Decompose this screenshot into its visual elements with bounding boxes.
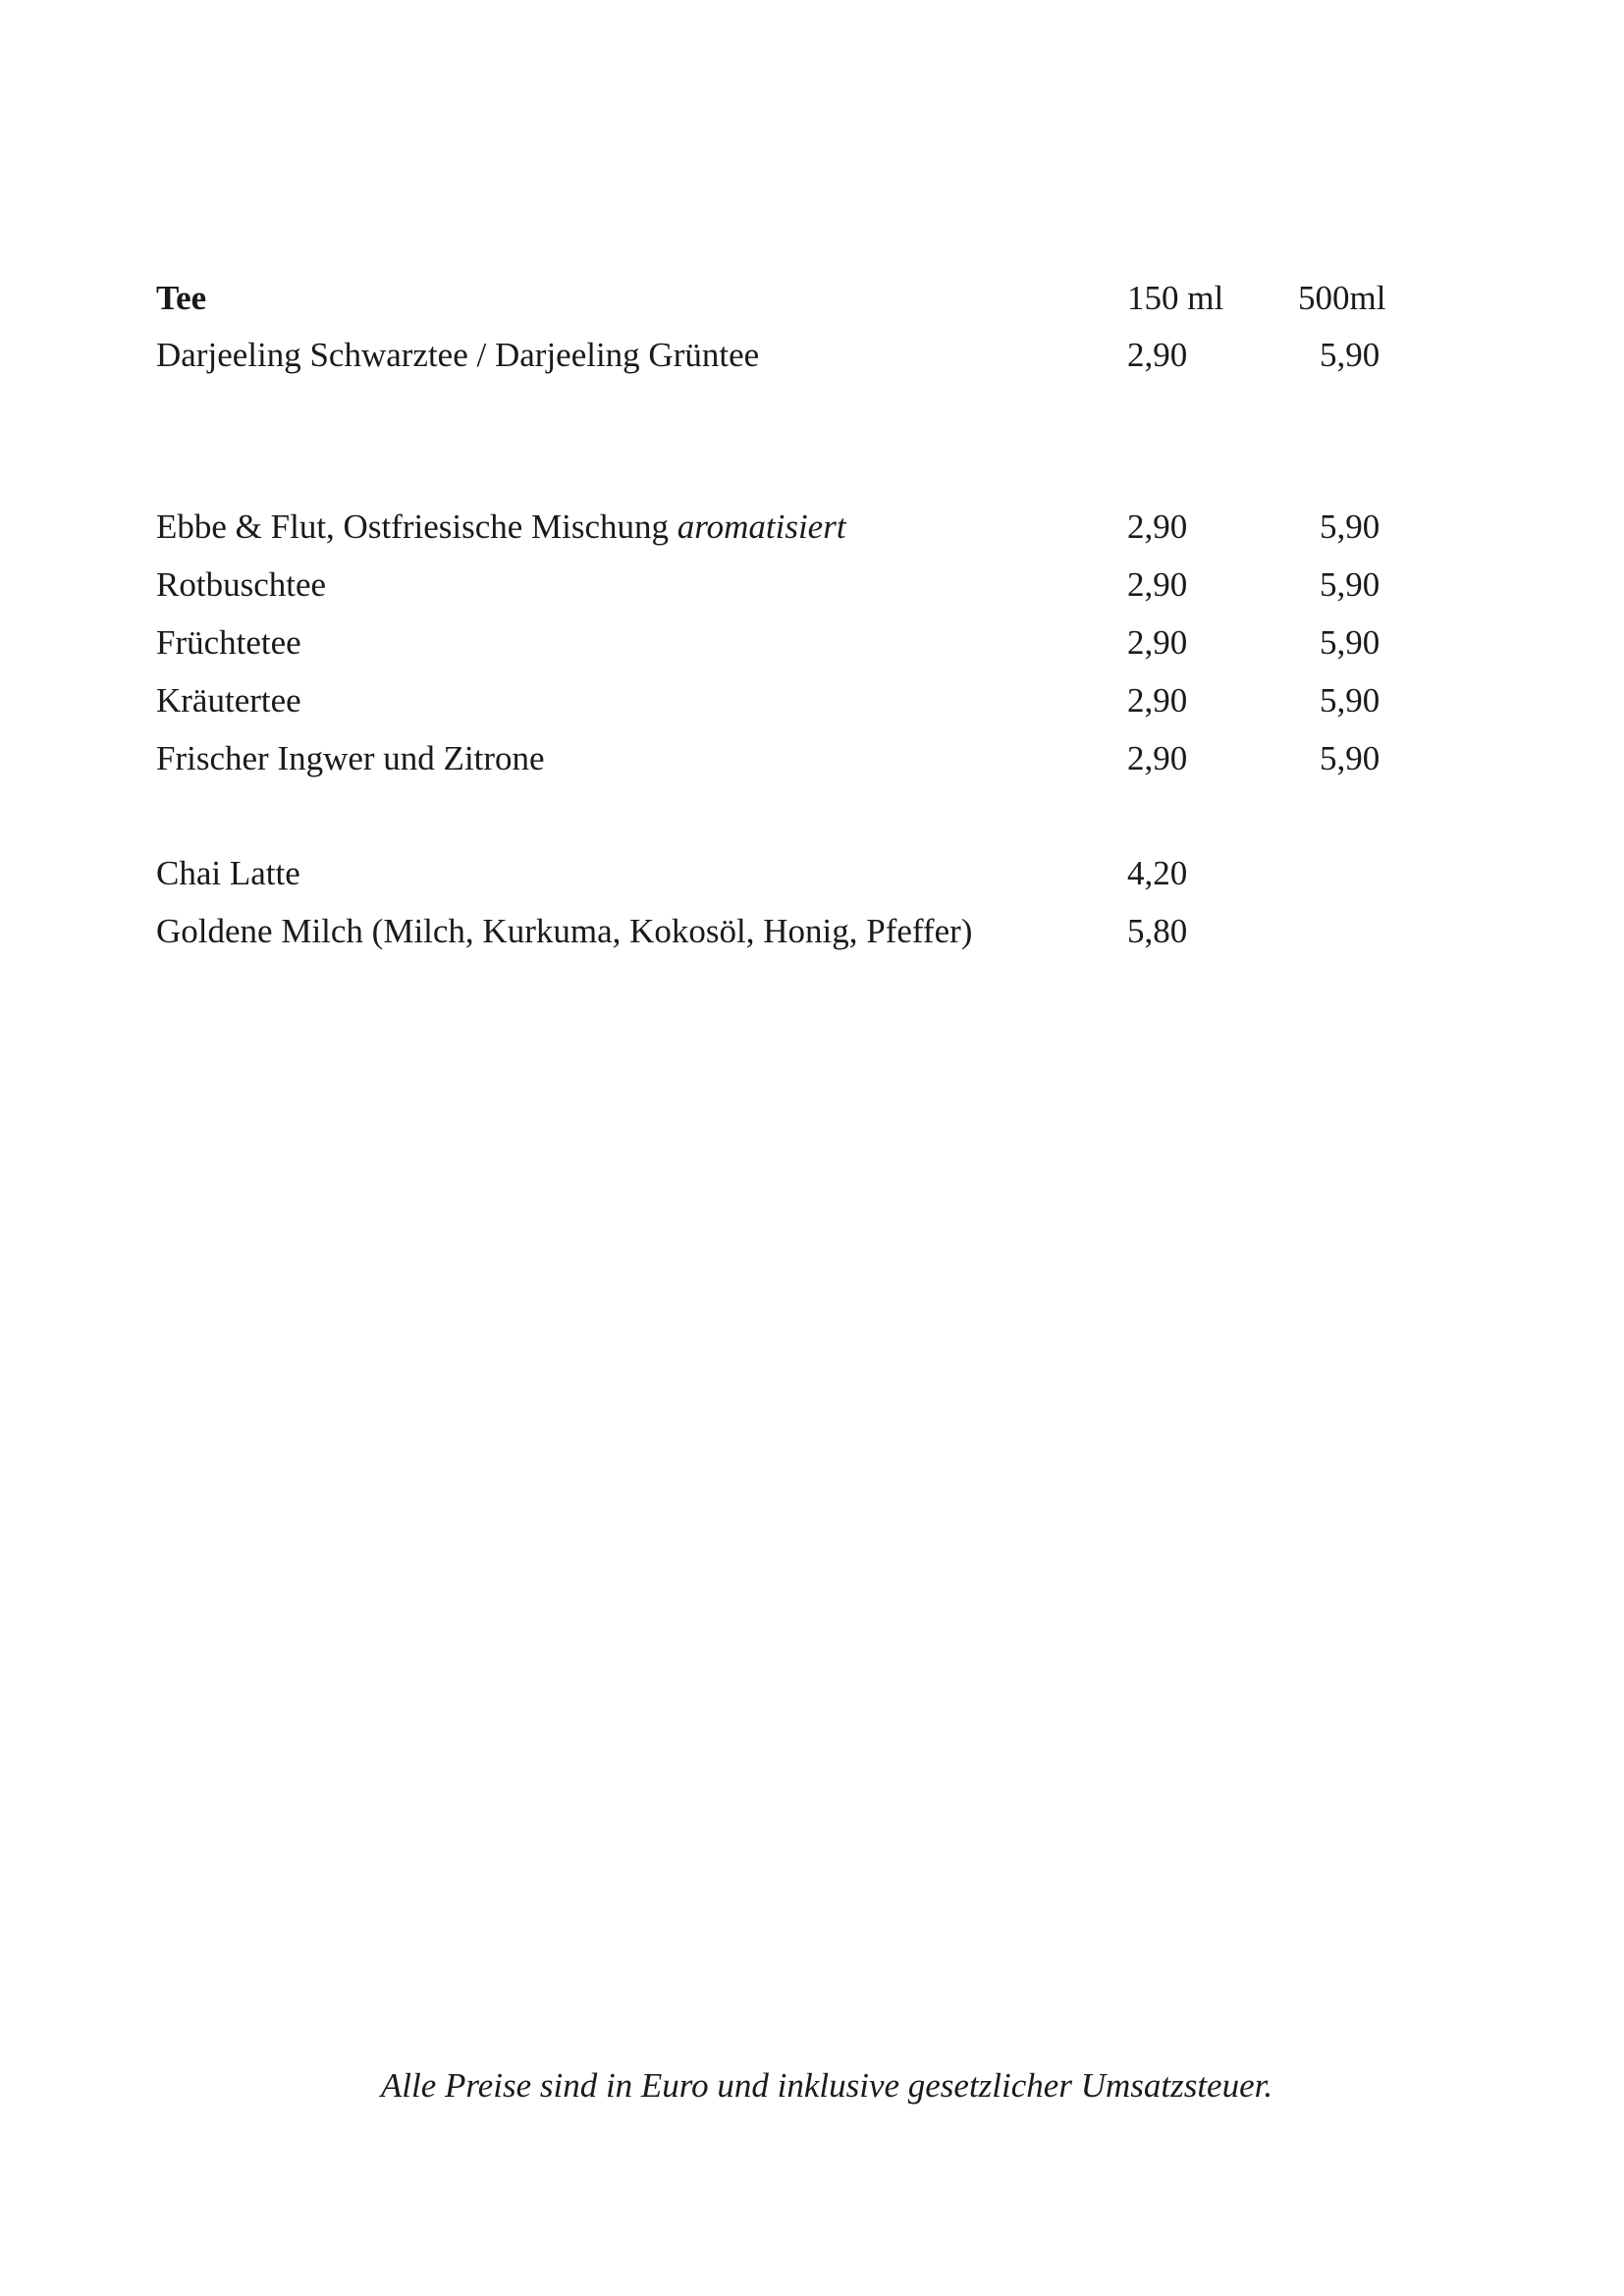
footer-text: Alle Preise sind in Euro und inklusive gesetzlicher Umsatzsteuer. [380,2066,1273,2105]
item-name: Chai Latte [156,854,300,892]
section-title: Tee [156,279,207,317]
price-note-footer [0,2061,1624,2110]
item-name: Früchtetee [156,623,301,662]
price-150ml: 2,90 [1127,623,1188,662]
price-500ml: 5,90 [1320,565,1380,604]
price-150ml: 2,90 [1127,565,1188,604]
item-name: Kräutertee [156,681,301,720]
item-name: Frischer Ingwer und Zitrone [156,739,545,777]
menu-item [156,502,1433,553]
item-name: Darjeeling Schwarztee / Darjeeling Grüntee [156,336,760,374]
menu-item [156,675,1433,726]
price-500ml: 5,90 [1320,623,1380,662]
price-500ml: 5,90 [1320,507,1380,546]
item-name [156,502,846,553]
menu-item [156,330,1433,381]
menu-item [156,906,1433,957]
menu-item [156,560,1433,611]
item-name: Rotbuschtee [156,565,327,604]
menu-item [156,733,1433,784]
menu-header [156,273,1433,324]
item-name: Goldene Milch (Milch, Kurkuma, Kokosöl, Honig, Pfeffer) [156,912,973,950]
price-150ml: 2,90 [1127,336,1188,374]
price-500ml: 5,90 [1320,739,1380,777]
column-header-150ml: 150 ml [1127,279,1224,317]
price-150ml: 2,90 [1127,681,1188,720]
column-header-500ml: 500ml [1298,279,1386,317]
price-150ml: 2,90 [1127,739,1188,777]
price-150ml: 5,80 [1127,912,1188,950]
item-note: aromatisiert [677,507,846,546]
price-150ml: 2,90 [1127,507,1188,546]
price-150ml: 4,20 [1127,854,1188,892]
menu-item [156,848,1433,899]
price-500ml: 5,90 [1320,681,1380,720]
menu-item [156,617,1433,668]
item-name-text: Ebbe & Flut, Ostfriesische Mischung [156,507,677,546]
price-500ml: 5,90 [1320,336,1380,374]
